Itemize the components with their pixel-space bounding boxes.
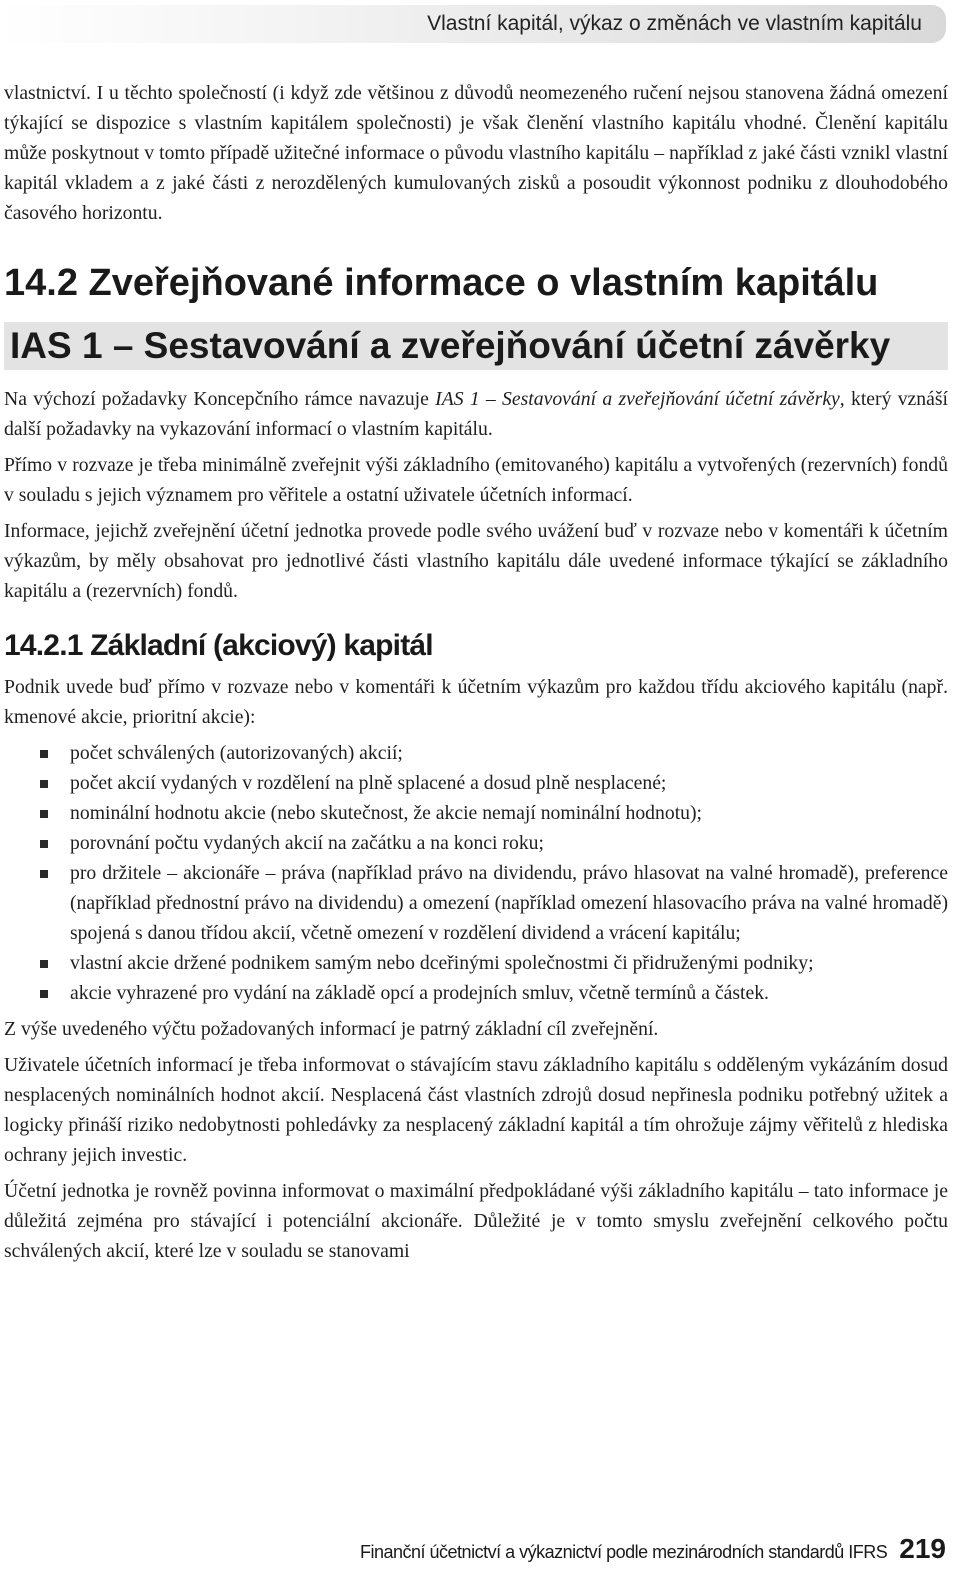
list-item	[4, 798, 948, 828]
square-bullet-icon	[40, 810, 48, 818]
list-item-text: nominální hodnotu akcie (nebo skutečnost, že akcie nemají nominální hodnotu);	[70, 802, 703, 824]
ias-heading: IAS 1 – Sestavování a zveřejňování účetní závěrky	[10, 325, 891, 366]
list-item	[4, 978, 948, 1008]
footer-book-title: Finanční účetnictví a výkaznictví podle mezinárodních standardů IFRS	[360, 1542, 888, 1562]
list-item-text: počet akcií vydaných v rozdělení na plně splacené a dosud plně nesplacené;	[70, 772, 667, 794]
paragraph-5: Z výše uvedeného výčtu požadovaných informací je patrný základní cíl zveřejnění.	[4, 1018, 659, 1040]
paragraph-3: Informace, jejichž zveřejnění účetní jednotka provede podle svého uvážení buď v rozvaze nebo v komentáři k účetním výkazům, by měly obsahovat pro jednotlivé části vlastního kapitálu dále uvedené informace týkající se základního kapitálu a (rezervních) fondů.	[4, 520, 948, 602]
subsection-heading	[4, 626, 948, 666]
section-heading	[4, 260, 948, 306]
intro-paragraph: vlastnictví. I u těchto společností (i když zde většinou z důvodů neomezeného ručení nejsou stanovena žádná omezení týkající se dispozice s vlastním kapitálem společnosti) je však členění vlastního kapitálu vhodné. Členění kapitálu může poskytnout v tomto případě užitečné informace o původu vlastního kapitálu – například z jaké části vznikl vlastní kapitál vkladem a z jaké části z nerozdělených kumulovaných zisků a posoudit výkonnost podniku z dlouhodobého časového horizontu.	[4, 82, 948, 224]
list-item	[4, 768, 948, 798]
list-item-text: pro držitele – akcionáře – práva (například právo na dividendu, právo hlasovat na valné hromadě), preference (například přednostní právo na dividendu) a omezení (například omezení hlasovacího práva na valné hromadě) spojená s danou třídou akcií, včetně omezení v rozdělení dividend a vrácení kapitálu;	[70, 862, 948, 944]
square-bullet-icon	[40, 840, 48, 848]
square-bullet-icon	[40, 780, 48, 788]
list-item-text: akcie vyhrazené pro vydání na základě opcí a prodejních smluv, včetně termínů a částek.	[70, 982, 769, 1004]
page-number: 219	[899, 1533, 946, 1564]
square-bullet-icon	[40, 870, 48, 878]
list-item	[4, 948, 948, 978]
paragraph-1	[4, 384, 948, 444]
running-header	[0, 5, 946, 43]
running-header-title: Vlastní kapitál, výkaz o změnách ve vlastním kapitálu	[427, 12, 922, 35]
paragraph-1-end: , který vznáší další požadavky na vykazování informací o vlastním kapitálu.	[4, 388, 948, 440]
paragraph-7: Účetní jednotka je rovněž povinna informovat o maximální předpokládané výši základního kapitálu – tato informace je důležitá zejména pro stávající i potenciální akcionáře. Důležité je v tomto smyslu zveřejnění celkového počtu schválených akcií, které lze v souladu se stanovami	[4, 1180, 948, 1262]
square-bullet-icon	[40, 960, 48, 968]
paragraph-2: Přímo v rozvaze je třeba minimálně zveřejnit výši základního (emitovaného) kapitálu a vytvořených (rezervních) fondů v souladu s jejich významem pro věřitele a ostatní uživatele účetních informací.	[4, 454, 948, 506]
page-footer	[360, 1533, 946, 1565]
list-item-text: počet schválených (autorizovaných) akcií;	[70, 742, 403, 764]
subsection-number: 14.2.1	[4, 629, 83, 662]
paragraph-1-italic: IAS 1 – Sestavování a zveřejňování účetní závěrky	[435, 388, 840, 410]
paragraph-4: Podnik uvede buď přímo v rozvaze nebo v komentáři k účetním výkazům pro každou třídu akciového kapitálu (např. kmenové akcie, prioritní akcie):	[4, 676, 948, 728]
list-item	[4, 828, 948, 858]
list-item-text: vlastní akcie držené podnikem samým nebo dceřinými společnostmi či přidruženými podniky;	[70, 952, 814, 974]
paragraph-6: Uživatele účetních informací je třeba informovat o stávajícím stavu základního kapitálu s odděleným vykázáním dosud nesplacených nominálních hodnot akcií. Nesplacená část vlastních zdrojů dosud nepřinesla podniku potřebný užitek a logicky přináší riziko nedobytnosti pohledávky za nesplacený základní kapitál a tím ohrožuje zájmy věřitelů z hlediska ochrany jejich investic.	[4, 1054, 948, 1166]
paragraph-1-start: Na výchozí požadavky Koncepčního rámce navazuje	[4, 388, 436, 410]
section-title: Zveřejňované informace o vlastním kapitálu	[88, 262, 879, 304]
list-item	[4, 858, 948, 948]
ias-heading-bar	[4, 322, 948, 370]
square-bullet-icon	[40, 750, 48, 758]
bullet-list	[4, 738, 948, 1008]
list-item-text: porovnání počtu vydaných akcií na začátku a na konci roku;	[70, 832, 544, 854]
list-item	[4, 738, 948, 768]
square-bullet-icon	[40, 990, 48, 998]
page-content	[4, 78, 948, 1266]
subsection-title: Základní (akciový) kapitál	[90, 629, 433, 662]
section-number: 14.2	[4, 262, 78, 304]
